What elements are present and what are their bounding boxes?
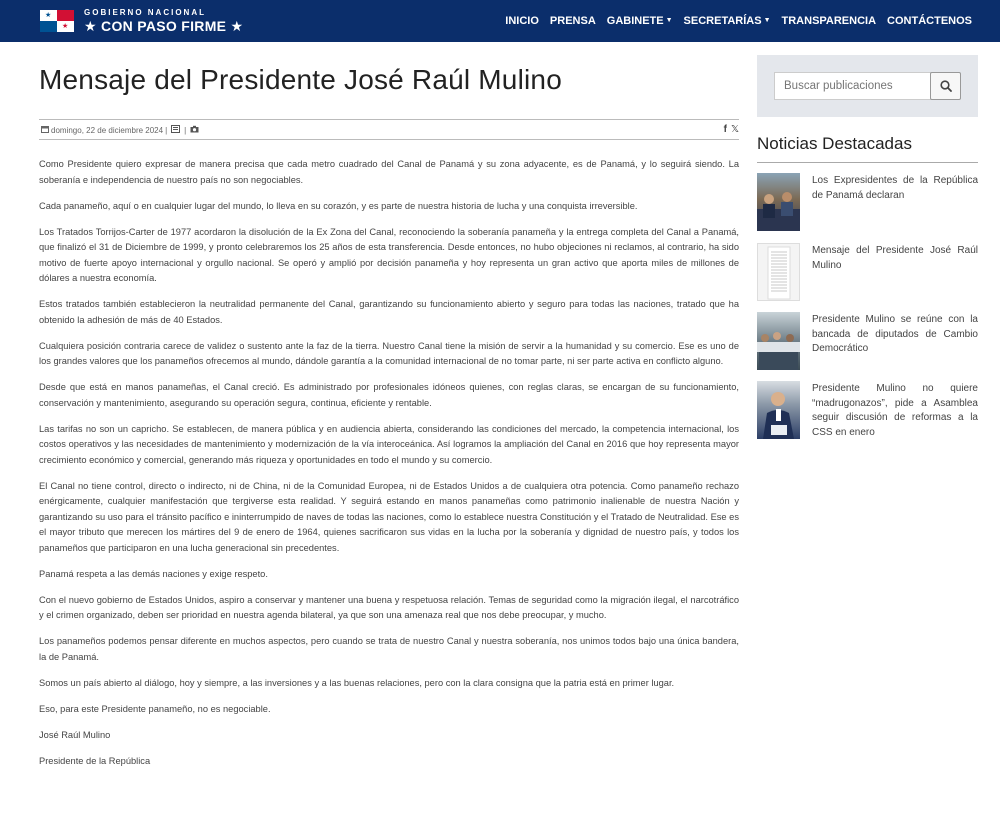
- news-headline[interactable]: Presidente Mulino no quiere “madrugonazos”, pide a Asamblea seguir discusión de reformas a la CSS en enero: [812, 383, 978, 438]
- meta-separator: |: [165, 125, 168, 135]
- facebook-icon[interactable]: f: [723, 124, 727, 135]
- nav-gabinete-label: GABINETE: [606, 15, 664, 27]
- nav-inicio[interactable]: INICIO: [505, 15, 539, 27]
- news-thumbnail[interactable]: [757, 173, 800, 231]
- camera-icon[interactable]: [190, 125, 199, 135]
- nav-prensa[interactable]: PRENSA: [549, 15, 596, 27]
- featured-news-item[interactable]: [757, 243, 978, 301]
- x-twitter-icon[interactable]: 𝕏: [730, 124, 739, 135]
- caret-down-icon: ▼: [763, 17, 771, 24]
- news-thumbnail[interactable]: [757, 381, 800, 439]
- featured-news-item[interactable]: [757, 381, 978, 439]
- article-date: domingo, 22 de diciembre 2024: [51, 125, 164, 135]
- news-thumbnail[interactable]: [757, 243, 800, 301]
- nav-contactenos[interactable]: CONTÁCTENOS: [887, 15, 972, 27]
- featured-news-item[interactable]: [757, 173, 978, 231]
- article-paragraph: Estos tratados también establecieron la neutralidad permanente del Canal, garantizando su funcionamiento abierto y seguro para todas las naciones, tratado que ha obtenido la adhesión de más de 40 Estados.: [39, 299, 739, 325]
- nav-gabinete[interactable]: [607, 15, 673, 27]
- article-meta-bar: [39, 119, 739, 140]
- nav-secretarias[interactable]: [684, 15, 771, 27]
- caret-down-icon: ▼: [665, 17, 673, 24]
- article-paragraph: Eso, para este Presidente panameño, no es negociable.: [39, 703, 271, 714]
- article-paragraph: Las tarifas no son un capricho. Se establecen, de manera pública y en audiencia abierta, considerando las condiciones del mercado, la competencia internacional, los costos operativos y las necesidades de mantenimiento y modernización de la vía interoceánica. Así logramos la ampliación del Canal en 2016 que hoy representa mayor crecimiento económico y comercial, generando más riqueza y oportunidades en todo el mundo y su comercio.: [39, 423, 739, 465]
- article-paragraph: Con el nuevo gobierno de Estados Unidos, aspiro a conservar y mantener una buena y respetuosa relación. Temas de seguridad como la migración ilegal, el narcotráfico y el crimen organizado, deben ser prioridad en nuestra agenda bilateral, ya que son una amenaza real que nos debe preocupar, y mucho.: [39, 594, 739, 620]
- main-nav: [494, 0, 972, 42]
- page-title: Mensaje del Presidente José Raúl Mulino: [39, 64, 562, 95]
- news-headline[interactable]: Mensaje del Presidente José Raúl Mulino: [812, 245, 978, 271]
- article-paragraph: Somos un país abierto al diálogo, hoy y siempre, a las inversiones y a las buenas relaciones, pero con la clara consigna que la patria está en primer lugar.: [39, 677, 675, 688]
- article-paragraph: Cada panameño, aquí o en cualquier lugar del mundo, lo lleva en su corazón, y es parte de nuestra historia de lucha y una conquista irreversible.: [39, 200, 638, 211]
- search-icon: [940, 80, 952, 92]
- search-panel: [757, 55, 978, 117]
- article-signature-title: Presidente de la República: [39, 755, 151, 766]
- news-thumbnail[interactable]: [757, 312, 800, 370]
- article-paragraph: El Canal no tiene control, directo o indirecto, ni de China, ni de la Comunidad Europea, ni de Estados Unidos a de cualquiera otra potencia. Como panameño rechazo enérgicamente, cualquier manifestación que tergiverse esta realidad. Y seguirá estando en manos panameñas como patrimonio inalienable de nuestra Nación y garantizando su uso para el tránsito pacífico e ininterrumpido de naves de todas las naciones, como lo establece nuestra Constitución y el Tratado de Neutralidad. Ese es el mayor tributo que merecen los mártires del 9 de enero de 1964, quienes sacrificaron sus vidas en la lucha por la soberanía y dignidad de nuestro país, y todos los panameños que participaron en una lucha generacional sin precedentes.: [39, 480, 739, 553]
- meta-separator: |: [184, 125, 187, 135]
- nav-transparencia[interactable]: TRANSPARENCIA: [781, 15, 877, 27]
- article-paragraph: Panamá respeta a las demás naciones y exige respeto.: [39, 568, 268, 579]
- top-navbar: [0, 0, 1000, 42]
- search-button[interactable]: [930, 72, 961, 100]
- article-signature: José Raúl Mulino: [39, 729, 111, 740]
- article-paragraph: Los panameños podemos pensar diferente en muchos aspectos, pero cuando se trata de nuestro Canal y nuestra soberanía, nos unimos todos bajo una única bandera, la de Panamá.: [39, 636, 739, 662]
- site-logo[interactable]: [40, 6, 243, 36]
- logo-top-text: GOBIERNO NACIONAL: [84, 8, 206, 17]
- article-paragraph: Los Tratados Torrijos-Carter de 1977 acordaron la disolución de la Ex Zona del Canal, reconociendo la soberanía panameña y la entrega completa del Canal a Panamá, que finalizó el 31 de Diciembre de 1999, y pronto celebraremos los 25 años de esta transferencia. Desde entonces, no hubo objeciones ni reclamos, al contrario, ha sido motivo de fuerte apoyo internacional y orgullo nacional. Se operó y amplió por decisión panameña y hoy representa un gran activo que aporta miles de millones de dólares a nuestra economía.: [39, 226, 739, 283]
- article-paragraph: Desde que está en manos panameñas, el Canal creció. Es administrado por profesionales idóneos quienes, con reglas claras, se encargan de su funcionamiento, conservación y mantenimiento, asegurando su operación segura, continua, eficiente y rentable.: [39, 382, 739, 408]
- news-headline[interactable]: Presidente Mulino se reúne con la bancada de diputados de Cambio Democrático: [812, 314, 978, 355]
- article-paragraph: Cualquiera posición contraria carece de validez o sustento ante la faz de la tierra. Nuestro Canal tiene la misión de servir a la humanidad y su comercio. Ese es uno de los grandes valores que los panameños ofrecemos al mundo, dándole garantía a la comunidad internacional de no tomar parte, ni ser parte activa en conflicto alguno.: [39, 340, 739, 366]
- featured-news-title: Noticias Destacadas: [757, 134, 978, 163]
- article-paragraph: Como Presidente quiero expresar de manera precisa que cada metro cuadrado del Canal de Panamá y su zona adyacente, es de Panamá, y lo seguirá siendo. La soberanía e independencia de nuestro país no son negociables.: [39, 159, 739, 185]
- article-body: [39, 157, 739, 780]
- featured-news-item[interactable]: [757, 312, 978, 370]
- calendar-icon: [41, 125, 49, 135]
- search-input[interactable]: [774, 72, 932, 100]
- logo-bottom-text: ★ CON PASO FIRME ★: [84, 18, 244, 34]
- newspaper-icon[interactable]: [171, 125, 180, 135]
- panama-flag-icon: ★ ★: [40, 10, 74, 32]
- news-headline[interactable]: Los Expresidentes de la República de Panamá declaran: [812, 175, 978, 201]
- nav-secretarias-label: SECRETARÍAS: [683, 15, 762, 27]
